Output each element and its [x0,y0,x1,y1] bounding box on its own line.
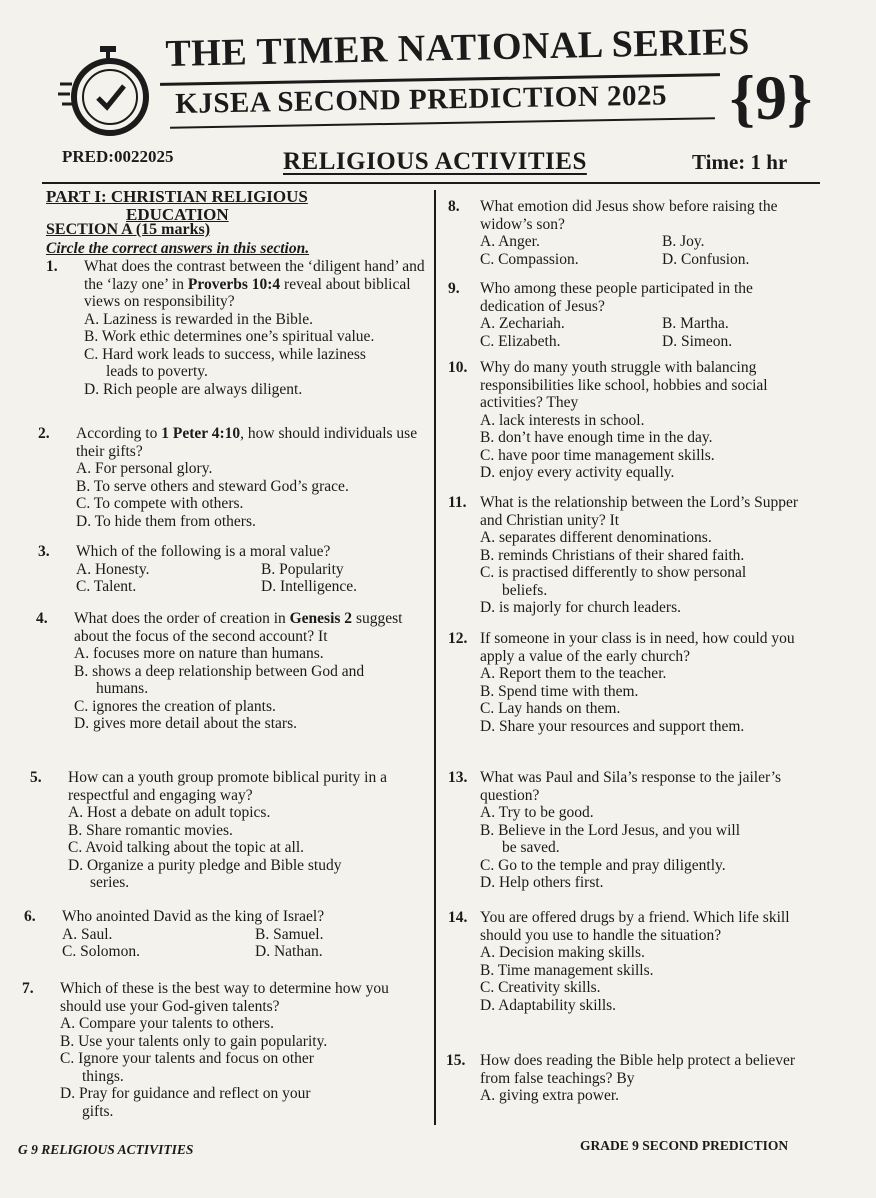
option-d[interactable]: D. is majorly for church leaders. [480,599,682,616]
question-number: 11. [448,494,467,511]
question-number: 10. [448,359,468,376]
question-number: 2. [38,425,50,442]
section-title: SECTION A (15 marks) [46,221,211,238]
question-stem: Who among these people participated in the dedication of Jesus? [480,280,753,315]
footer-grade: GRADE 9 SECOND PREDICTION [580,1138,789,1153]
option-a[interactable]: A. Zechariah. [480,315,565,332]
option-b[interactable]: B. shows a deep relationship between God and [74,662,365,680]
question-stem: You are offered drugs by a friend. Which life skill should you use to handle the situation? [480,909,790,944]
option-c[interactable]: C. Solomon. [62,943,140,960]
part-title [46,188,346,224]
option-a[interactable]: A. Compare your talents to others. [60,1015,274,1032]
question-8 [448,198,818,268]
question-stem: What emotion did Jesus show before raising the widow’s son? [480,198,778,233]
question-15 [446,1052,818,1105]
part-title-line1: PART I: CHRISTIAN RELIGIOUS [46,187,308,206]
question-stem: According to 1 Peter 4:10, how should individuals use their gifts? [76,425,418,460]
option-b-continued: be saved. [502,839,560,856]
question-stem: What was Paul and Sila’s response to the jailer’s question? [480,769,782,804]
option-b[interactable]: B. Spend time with them. [480,682,639,700]
option-c[interactable]: C. Ignore your talents and focus on other [60,1050,314,1067]
option-c-continued: things. [82,1067,124,1085]
question-number: 13. [448,769,468,786]
option-d[interactable]: D. To hide them from others. [76,512,256,530]
question-7 [22,980,430,1120]
option-b[interactable]: B. Work ethic determines one’s spiritual value. [84,328,375,345]
option-d[interactable]: D. enjoy every activity equally. [480,464,675,481]
option-c[interactable]: C. Talent. [76,578,137,595]
footer-subject: G 9 RELIGIOUS ACTIVITIES [18,1142,194,1157]
option-c[interactable]: C. Creativity skills. [480,979,601,996]
column-divider [434,190,436,1125]
option-a[interactable]: A. Saul. [62,925,113,943]
question-stem: What is the relationship between the Lord’s Supper and Christian unity? It [480,494,799,529]
option-a[interactable]: A. Host a debate on adult topics. [68,804,271,821]
question-stem: If someone in your class is in need, how could you apply a value of the early church? [480,630,795,665]
option-b-continued: humans. [96,680,149,697]
question-13 [448,769,818,892]
question-2 [38,425,430,530]
question-stem: Who anointed David as the king of Israel? [62,908,325,925]
option-a[interactable]: A. lack interests in school. [480,411,645,429]
option-a[interactable]: A. Honesty. [76,560,150,578]
option-b[interactable]: B. Time management skills. [480,961,654,979]
question-number: 14. [448,909,468,926]
question-number: 9. [448,280,460,297]
option-a[interactable]: A. separates different denominations. [480,529,712,546]
option-d[interactable]: D. Pray for guidance and reflect on your [60,1085,311,1102]
question-stem: Why do many youth struggle with balancing responsibilities like school, hobbies and social activities? They [480,359,768,411]
option-d[interactable]: D. Simeon. [662,332,733,350]
time-allowed: Time: 1 hr [692,150,788,174]
option-c[interactable]: C. is practised differently to show personal [480,564,747,581]
stopwatch-icon [58,42,158,142]
option-d[interactable]: D. Share your resources and support them. [480,717,745,735]
series-title: THE TIMER NATIONAL SERIES [165,20,751,75]
question-number: 4. [36,610,48,627]
option-c[interactable]: C. Elizabeth. [480,332,561,350]
question-10 [448,359,818,482]
question-12 [448,630,818,735]
subject-title: RELIGIOUS ACTIVITIES [283,148,587,175]
exam-title: KJSEA SECOND PREDICTION 2025 [175,79,668,120]
option-d-continued: series. [90,874,130,891]
option-d-continued: gifts. [82,1102,114,1120]
option-b[interactable]: B. Share romantic movies. [68,821,233,839]
question-11 [448,494,818,617]
option-a[interactable]: A. focuses more on nature than humans. [74,645,324,662]
option-c[interactable]: C. Go to the temple and pray diligently. [480,856,726,874]
option-b[interactable]: B. Samuel. [255,925,324,943]
option-d[interactable]: D. gives more detail about the stars. [74,715,297,732]
option-d[interactable]: D. Nathan. [255,943,323,960]
option-c[interactable]: C. Avoid talking about the topic at all. [68,839,305,856]
question-number: 7. [22,980,34,997]
question-3 [38,543,430,596]
option-d[interactable]: D. Intelligence. [261,578,357,595]
question-number: 3. [38,543,50,560]
option-c[interactable]: C. Compassion. [480,250,579,268]
option-a[interactable]: A. Decision making skills. [480,944,645,961]
option-b[interactable]: B. reminds Christians of their shared faith. [480,546,745,564]
option-a[interactable]: A. Try to be good. [480,804,594,821]
question-number: 12. [448,630,468,647]
grade-badge: {9} [729,62,813,133]
header-divider [42,182,820,184]
option-c-continued: leads to poverty. [106,363,208,380]
question-stem: What does the contrast between the ‘diligent hand’ and the ‘lazy one’ in Proverbs 10:4 reveal about biblical views on responsibility? [84,258,425,310]
option-c[interactable]: C. ignores the creation of plants. [74,697,276,715]
option-d[interactable]: D. Adaptability skills. [480,996,617,1014]
question-stem: Which of the following is a moral value? [76,543,331,560]
option-c-continued: beliefs. [502,581,548,599]
option-b[interactable]: B. Use your talents only to gain popularity. [60,1032,328,1050]
option-c[interactable]: C. Lay hands on them. [480,700,621,717]
option-b[interactable]: B. Martha. [662,315,729,332]
option-d[interactable]: D. Confusion. [662,250,750,268]
option-a[interactable]: A. For personal glory. [76,460,213,477]
question-number: 15. [446,1052,466,1069]
option-c[interactable]: C. Hard work leads to success, while laziness [84,345,366,363]
part-title-line2: EDUCATION [126,205,229,224]
question-9 [448,280,818,350]
option-d[interactable]: D. Organize a purity pledge and Bible study [68,856,342,874]
option-d[interactable]: D. Help others first. [480,874,604,891]
question-stem: What does the order of creation in Genesis 2 suggest about the focus of the second account? It [74,610,403,645]
question-number: 5. [30,769,42,786]
question-number: 8. [448,198,460,215]
option-b[interactable]: B. Joy. [662,233,705,250]
question-number: 1. [46,258,58,275]
question-stem: How can a youth group promote biblical purity in a respectful and engaging way? [68,769,387,804]
question-5 [30,769,432,892]
question-6 [24,908,430,961]
instructions: Circle the correct answers in this section. [46,240,310,257]
question-4 [36,610,432,733]
option-a[interactable]: A. Anger. [480,233,540,250]
option-c[interactable]: C. have poor time management skills. [480,446,715,464]
question-1 [46,258,434,398]
prediction-code: PRED:0022025 [62,147,174,166]
question-number: 6. [24,908,36,925]
option-b[interactable]: B. don’t have enough time in the day. [480,429,713,446]
option-a[interactable]: A. giving extra power. [480,1087,620,1104]
option-a[interactable]: A. Laziness is rewarded in the Bible. [84,310,313,328]
option-d[interactable]: D. Rich people are always diligent. [84,380,303,398]
option-a[interactable]: A. Report them to the teacher. [480,665,667,682]
question-stem: How does reading the Bible help protect a believer from false teachings? By [480,1052,796,1087]
option-b[interactable]: B. To serve others and steward God’s grace. [76,477,349,495]
question-14 [448,909,818,1014]
option-b[interactable]: B. Popularity [261,560,344,578]
question-stem: Which of these is the best way to determine how you should use your God-given talents? [60,980,389,1015]
option-b[interactable]: B. Believe in the Lord Jesus, and you will [480,821,741,839]
option-c[interactable]: C. To compete with others. [76,495,244,512]
